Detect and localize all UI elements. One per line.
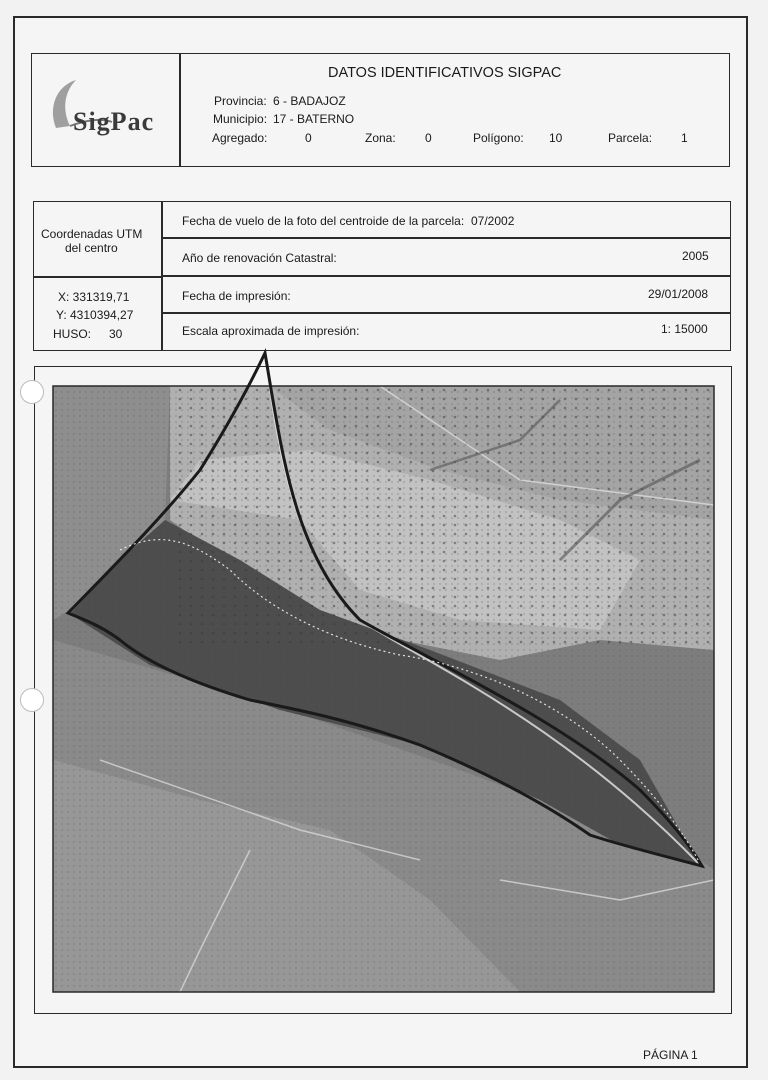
parcela-value: 1 <box>681 131 688 145</box>
renovacion-value: 2005 <box>682 249 709 263</box>
sigpac-logo: SigPac <box>73 107 155 136</box>
coords-title: Coordenadas UTM <box>41 227 143 241</box>
poligono-value: 10 <box>549 131 563 145</box>
coord-x: X: 331319,71 <box>58 290 130 304</box>
page-number: PÁGINA 1 <box>643 1048 698 1062</box>
agregado-value: 0 <box>305 131 312 145</box>
parcela-label: Parcela: <box>608 131 653 145</box>
municipio-value: 17 - BATERNO <box>273 112 355 126</box>
page-title: DATOS IDENTIFICATIVOS SIGPAC <box>328 65 562 81</box>
impresion-value: 29/01/2008 <box>648 287 709 301</box>
map-image <box>53 353 714 992</box>
punch-hole-top <box>20 380 44 404</box>
provincia-value: 6 - BADAJOZ <box>273 94 346 108</box>
punch-hole-bottom <box>20 688 44 712</box>
provincia-label: Provincia: <box>214 94 267 108</box>
fecha-vuelo-value: 07/2002 <box>471 214 515 228</box>
coords-title-line2: del centro <box>65 241 118 255</box>
agregado-label: Agregado: <box>212 131 268 145</box>
zona-value: 0 <box>425 131 432 145</box>
impresion-label: Fecha de impresión: <box>182 289 291 303</box>
municipio-label: Municipio: <box>213 112 268 126</box>
renovacion-label: Año de renovación Catastral: <box>182 251 337 265</box>
coord-y: Y: 4310394,27 <box>56 308 134 322</box>
fecha-vuelo-label: Fecha de vuelo de la foto del centroide de la parcela: <box>182 214 465 228</box>
huso-label: HUSO: <box>53 327 92 341</box>
escala-value: 1: 15000 <box>661 322 708 336</box>
poligono-label: Polígono: <box>473 131 524 145</box>
escala-label: Escala aproximada de impresión: <box>182 324 360 338</box>
huso-value: 30 <box>109 327 123 341</box>
zona-label: Zona: <box>365 131 396 145</box>
